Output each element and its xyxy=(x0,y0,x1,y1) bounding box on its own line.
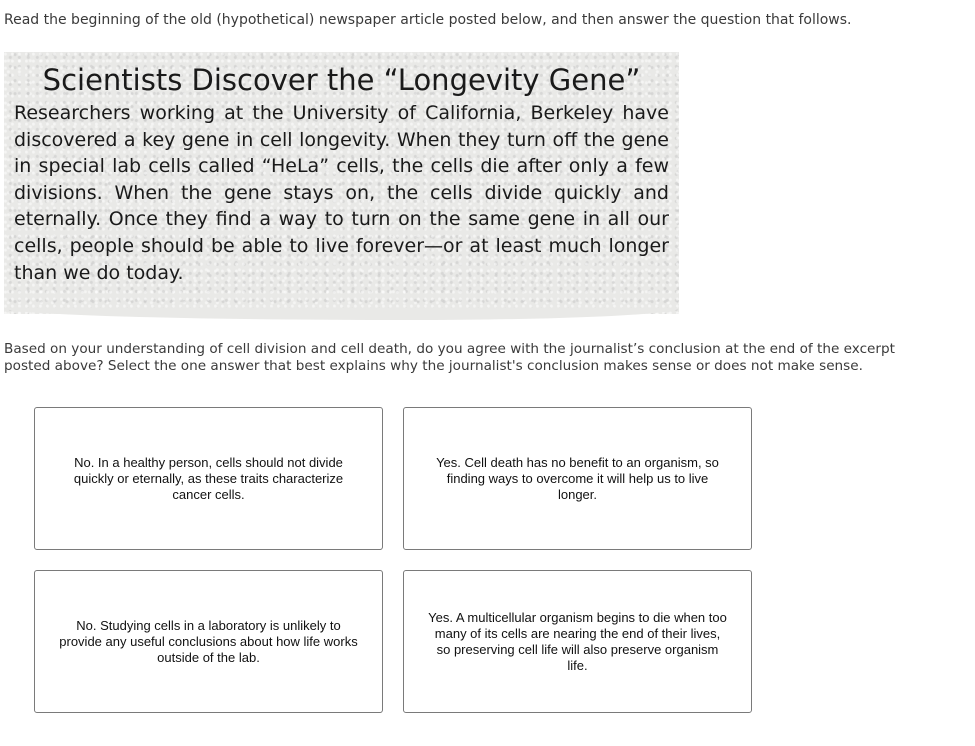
answer-option-3-label: No. Studying cells in a laboratory is unlikely to provide any useful conclusions about how life works outside of the lab. xyxy=(59,617,358,665)
article-headline: Scientists Discover the “Longevity Gene” xyxy=(42,63,641,97)
answer-option-2-label: Yes. Cell death has no benefit to an organism, so finding ways to overcome it will help us to live longer. xyxy=(436,454,719,502)
answer-option-2[interactable] xyxy=(403,407,752,550)
answer-option-3[interactable] xyxy=(34,570,383,713)
question-text: Based on your understanding of cell division and cell death, do you agree with the journalist’s conclusion at the end of the excerpt posted above? Select the one answer that best explains why the journalist's conclusion makes sense or does not make sense. xyxy=(4,341,895,374)
article-body: Researchers working at the University of California, Berkeley have discovered a key gene in cell longevity. When they turn off the gene in special lab cells called “HeLa” cells, the cells die after only a few divisions. When the gene stays on, the cells divide quickly and eternally. Once they find a way to turn on the same gene in all our cells, people should be able to live forever—or at least much longer than we do today. xyxy=(14,102,669,284)
answer-option-4-label: Yes. A multicellular organism begins to die when too many of its cells are nearing the end of their lives, so preserving cell life will also preserve organism life. xyxy=(428,609,727,673)
newspaper-clipping xyxy=(4,52,679,314)
instructions-text: Read the beginning of the old (hypothetical) newspaper article posted below, and then answer the question that follows. xyxy=(4,12,852,28)
answer-option-1[interactable] xyxy=(34,407,383,550)
answer-option-1-label: No. In a healthy person, cells should not divide quickly or eternally, as these traits characterize cancer cells. xyxy=(73,454,344,502)
answer-option-4[interactable] xyxy=(403,570,752,713)
